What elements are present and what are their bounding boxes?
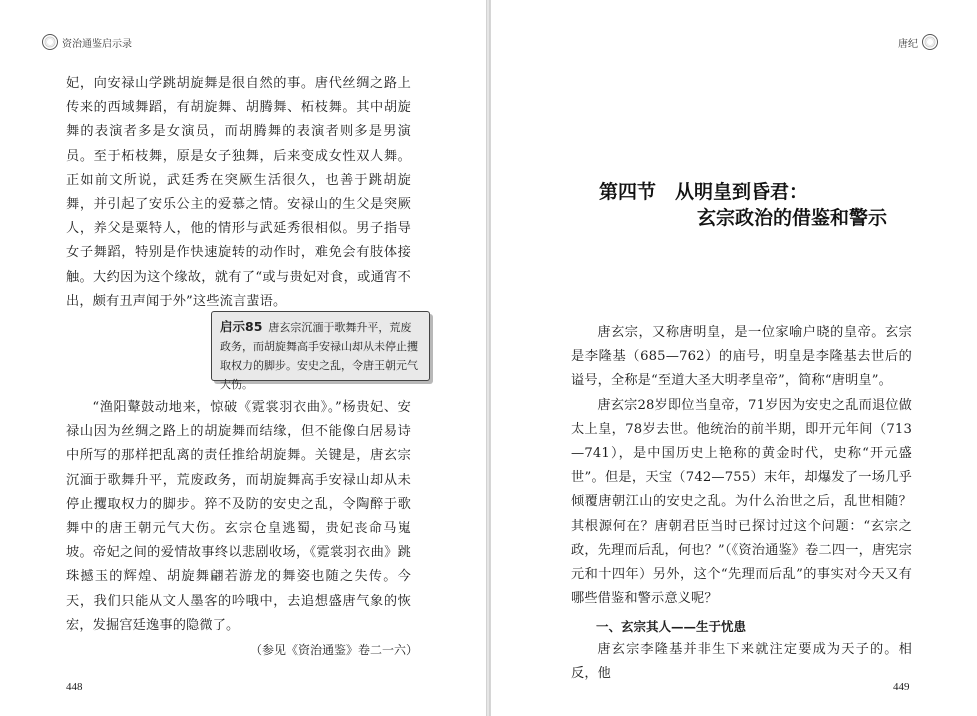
callout-text: 唐玄宗沉湎于歌舞升平，荒废政务，而胡旋舞高手安禄山却从未停止攫取权力的脚步。安史之乱，令唐王朝元气大伤。 [220,321,418,391]
book-emblem-icon [42,34,58,50]
section-title-line-1: 第四节 从明皇到昏君： [599,181,809,203]
callout-label: 启示85 [220,319,263,334]
subsection-heading: 一、玄宗其人——生于忧患 [596,619,747,634]
left-page [0,0,486,716]
right-text-block-bottom [571,638,912,686]
left-text-block-bottom [66,396,411,638]
right-paragraph-1: 唐玄宗，又称唐明皇，是一位家喻户晓的皇帝。玄宗是李隆基（685—762）的庙号，明皇是李隆基去世后的谥号，全称是“至道大圣大明孝皇帝”，简称“唐明皇”。 [571,325,912,389]
book-emblem-icon [922,34,938,50]
right-page [490,0,977,716]
source-reference: （参见《资治通鉴》卷二一六） [250,643,419,657]
right-page-number: 449 [893,681,910,693]
left-paragraph-1: 妃，向安禄山学跳胡旋舞是很自然的事。唐代丝绸之路上传来的西域舞蹈，有胡旋舞、胡腾舞、柘枝舞。其中胡旋舞的表演者多是女演员，而胡腾舞的表演者则多是男演员。至于柘枝舞，原是女子独舞，后来变成女性双人舞。正如前文所说，武廷秀在突厥生活很久，也善于跳胡旋舞，并引起了安乐公主的爱慕之情。安禄山的生父是突厥人，养父是粟特人，他的情形与武延秀很相似。男子指导女子舞蹈，特别是作快速旋转的动作时，难免会有肢体接触。大约因为这个缘故，就有了“或与贵妃对食，或通宵不出，颇有丑声闻于外”这些流言蜚语。 [66,76,411,309]
right-paragraph-2: 唐玄宗28岁即位当皇帝，71岁因为安史之乱而退位做太上皇，78岁去世。他统治的前半期，即开元年间（713—741），是中国历史上艳称的黄金时代，史称“开元盛世”。但是，天宝（742—755）末年，却爆发了一场几乎倾覆唐朝江山的安史之乱。为什么治世之后，乱世相随？其根源何在？唐朝君臣当时已探讨过这个问题：“玄宗之政，先理而后乱，何也？”（《资治通鉴》卷二四一，唐宪宗元和十四年）另外，这个“先理而后乱”的事实对今天又有哪些借鉴和警示意义呢？ [571,397,912,607]
left-paragraph-2: “渔阳鼙鼓动地来，惊破《霓裳羽衣曲》。”杨贵妃、安禄山因为丝绸之路上的胡旋舞而结缘，但不能像白居易诗中所写的那样把乱离的责任推给胡旋舞。关键是，唐玄宗沉湎于歌舞升平，荒废政务，而胡旋舞高手安禄山却从未停止攫取权力的脚步。猝不及防的安史之乱，令陶醉于歌舞中的唐王朝元气大伤。玄宗仓皇逃蜀，贵妃丧命马嵬坡。帝妃之间的爱情故事终以悲剧收场，《霓裳羽衣曲》跳珠撼玉的辉煌、胡旋舞翩若游龙的舞姿也随之失传。今天，我们只能从文人墨客的吟哦中，去追想盛唐气象的恢宏，发掘宫廷逸事的隐微了。 [66,400,411,633]
left-running-header [42,34,132,50]
right-paragraph-3: 唐玄宗李隆基并非生下来就注定要成为天子的。相反，他 [571,642,912,682]
left-page-number: 448 [66,681,83,693]
right-text-block [571,321,912,611]
insight-callout-box [211,311,430,391]
right-header-title: 唐纪 [898,38,918,50]
left-header-title: 资治通鉴启示录 [62,38,132,50]
section-title-line-2: 玄宗政治的借鉴和警示 [697,207,888,229]
left-text-block-top [66,72,411,314]
right-running-header [898,34,938,50]
